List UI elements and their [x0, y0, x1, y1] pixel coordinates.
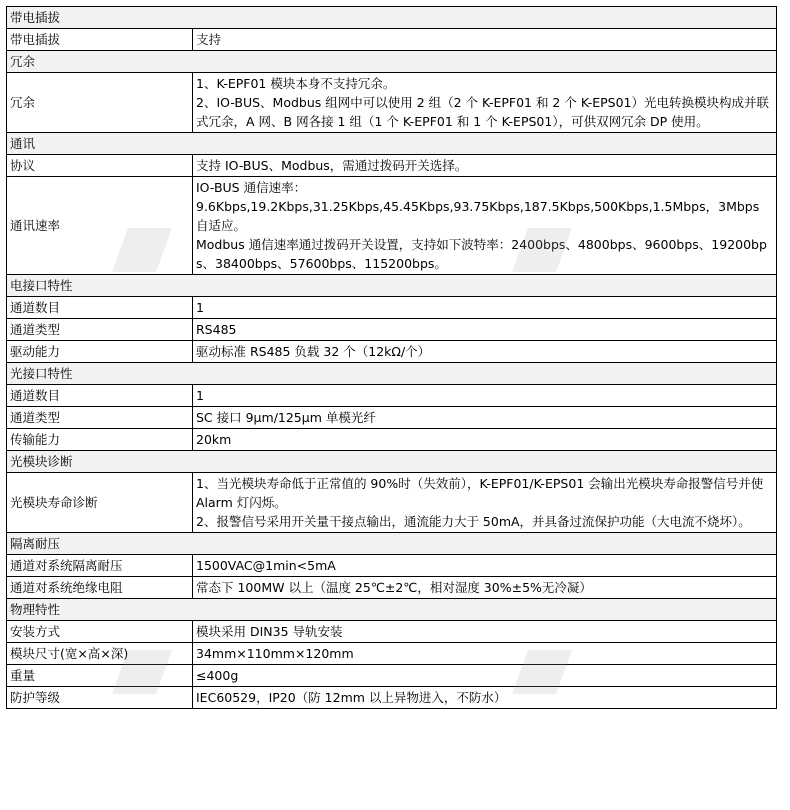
spec-row: [7, 319, 777, 341]
spec-row: [7, 687, 777, 709]
spec-value-line: 常态下 100MW 以上（温度 25℃±2℃，相对湿度 30%±5%无冷凝）: [196, 580, 592, 595]
spec-value: [193, 73, 777, 133]
spec-row: [7, 341, 777, 363]
spec-row: [7, 155, 777, 177]
spec-value: [193, 473, 777, 533]
spec-value-line: 20km: [196, 432, 232, 447]
spec-row: [7, 577, 777, 599]
spec-value: [193, 29, 777, 51]
section-title: 光接口特性: [7, 363, 777, 385]
section-title: 电接口特性: [7, 275, 777, 297]
spec-label: 防护等级: [7, 687, 193, 709]
spec-value: [193, 177, 777, 275]
spec-value-line: 2、报警信号采用开关量干接点输出，通流能力大于 50mA，并具备过流保护功能（大电流不烧坏）。: [196, 514, 751, 529]
spec-value: [193, 643, 777, 665]
spec-label: 通道类型: [7, 319, 193, 341]
spec-row: [7, 555, 777, 577]
section-row: [7, 533, 777, 555]
spec-label: 带电插拔: [7, 29, 193, 51]
spec-value-line: Modbus 通信速率通过拨码开关设置，支持如下波特率：2400bps、4800bps、9600bps、19200bps、38400bps、57600bps、115200bps。: [196, 237, 767, 271]
spec-value: [193, 687, 777, 709]
spec-value-line: IEC60529，IP20（防 12mm 以上异物进入，不防水）: [196, 690, 507, 705]
spec-label: 安装方式: [7, 621, 193, 643]
spec-label: 协议: [7, 155, 193, 177]
spec-value-line: 1、K-EPF01 模块本身不支持冗余。: [196, 76, 396, 91]
spec-row: [7, 29, 777, 51]
spec-value: [193, 665, 777, 687]
spec-label: 通道对系统绝缘电阻: [7, 577, 193, 599]
spec-row: [7, 429, 777, 451]
spec-value: [193, 621, 777, 643]
spec-value-line: 2、IO-BUS、Modbus 组网中可以使用 2 组（2 个 K-EPF01 和 2 个 K-EPS01）光电转换模块构成并联式冗余，A 网、B 网各接 1 组（1 个 K-EPF01 和 1 个 K-EPS01），可供双网冗余 DP 使用。: [196, 95, 770, 129]
spec-label: 传输能力: [7, 429, 193, 451]
spec-row: [7, 473, 777, 533]
spec-value-line: 1: [196, 300, 204, 315]
section-title: 光模块诊断: [7, 451, 777, 473]
spec-value: [193, 155, 777, 177]
section-row: [7, 7, 777, 29]
spec-value: [193, 297, 777, 319]
spec-value: [193, 341, 777, 363]
spec-row: [7, 407, 777, 429]
spec-value: [193, 577, 777, 599]
section-row: [7, 363, 777, 385]
spec-value-line: 1500VAC@1min<5mA: [196, 558, 336, 573]
spec-value-line: ≤400g: [196, 668, 239, 683]
spec-label: 通道数目: [7, 297, 193, 319]
spec-label: 通道对系统隔离耐压: [7, 555, 193, 577]
spec-value-line: RS485: [196, 322, 237, 337]
section-row: [7, 133, 777, 155]
spec-label: 驱动能力: [7, 341, 193, 363]
spec-value: [193, 555, 777, 577]
section-title: 隔离耐压: [7, 533, 777, 555]
section-row: [7, 51, 777, 73]
spec-value-line: 9.6Kbps,19.2Kbps,31.25Kbps,45.45Kbps,93.75Kbps,187.5Kbps,500Kbps,1.5Mbps，3Mbps 自适应。: [196, 199, 760, 233]
spec-row: [7, 177, 777, 275]
spec-value-line: 模块采用 DIN35 导轨安装: [196, 624, 343, 639]
spec-row: [7, 643, 777, 665]
spec-value-line: 驱动标准 RS485 负载 32 个（12kΩ/个）: [196, 344, 431, 359]
section-row: [7, 451, 777, 473]
spec-label: 光模块寿命诊断: [7, 473, 193, 533]
spec-label: 通讯速率: [7, 177, 193, 275]
spec-value-line: 支持: [196, 32, 222, 47]
spec-value: [193, 319, 777, 341]
section-row: [7, 599, 777, 621]
spec-value: [193, 385, 777, 407]
spec-value-line: 34mm×110mm×120mm: [196, 646, 354, 661]
section-title: 物理特性: [7, 599, 777, 621]
section-title: 通讯: [7, 133, 777, 155]
spec-value-line: SC 接口 9μm/125μm 单模光纤: [196, 410, 376, 425]
spec-value: [193, 429, 777, 451]
section-title: 冗余: [7, 51, 777, 73]
spec-table-body: [7, 7, 777, 709]
spec-row: [7, 297, 777, 319]
section-title: 带电插拔: [7, 7, 777, 29]
spec-label: 模块尺寸(宽×高×深): [7, 643, 193, 665]
spec-value-line: 1、当光模块寿命低于正常值的 90%时（失效前），K-EPF01/K-EPS01 会输出光模块寿命报警信号并使 Alarm 灯闪烁。: [196, 476, 764, 510]
spec-value-line: IO-BUS 通信速率：: [196, 180, 307, 195]
spec-row: [7, 73, 777, 133]
spec-value: [193, 407, 777, 429]
spec-label: 冗余: [7, 73, 193, 133]
spec-label: 通道数目: [7, 385, 193, 407]
spec-row: [7, 621, 777, 643]
spec-row: [7, 665, 777, 687]
spec-label: 通道类型: [7, 407, 193, 429]
section-row: [7, 275, 777, 297]
spec-table: [6, 6, 777, 709]
spec-value-line: 1: [196, 388, 204, 403]
spec-label: 重量: [7, 665, 193, 687]
spec-row: [7, 385, 777, 407]
spec-value-line: 支持 IO-BUS、Modbus，需通过拨码开关选择。: [196, 158, 468, 173]
